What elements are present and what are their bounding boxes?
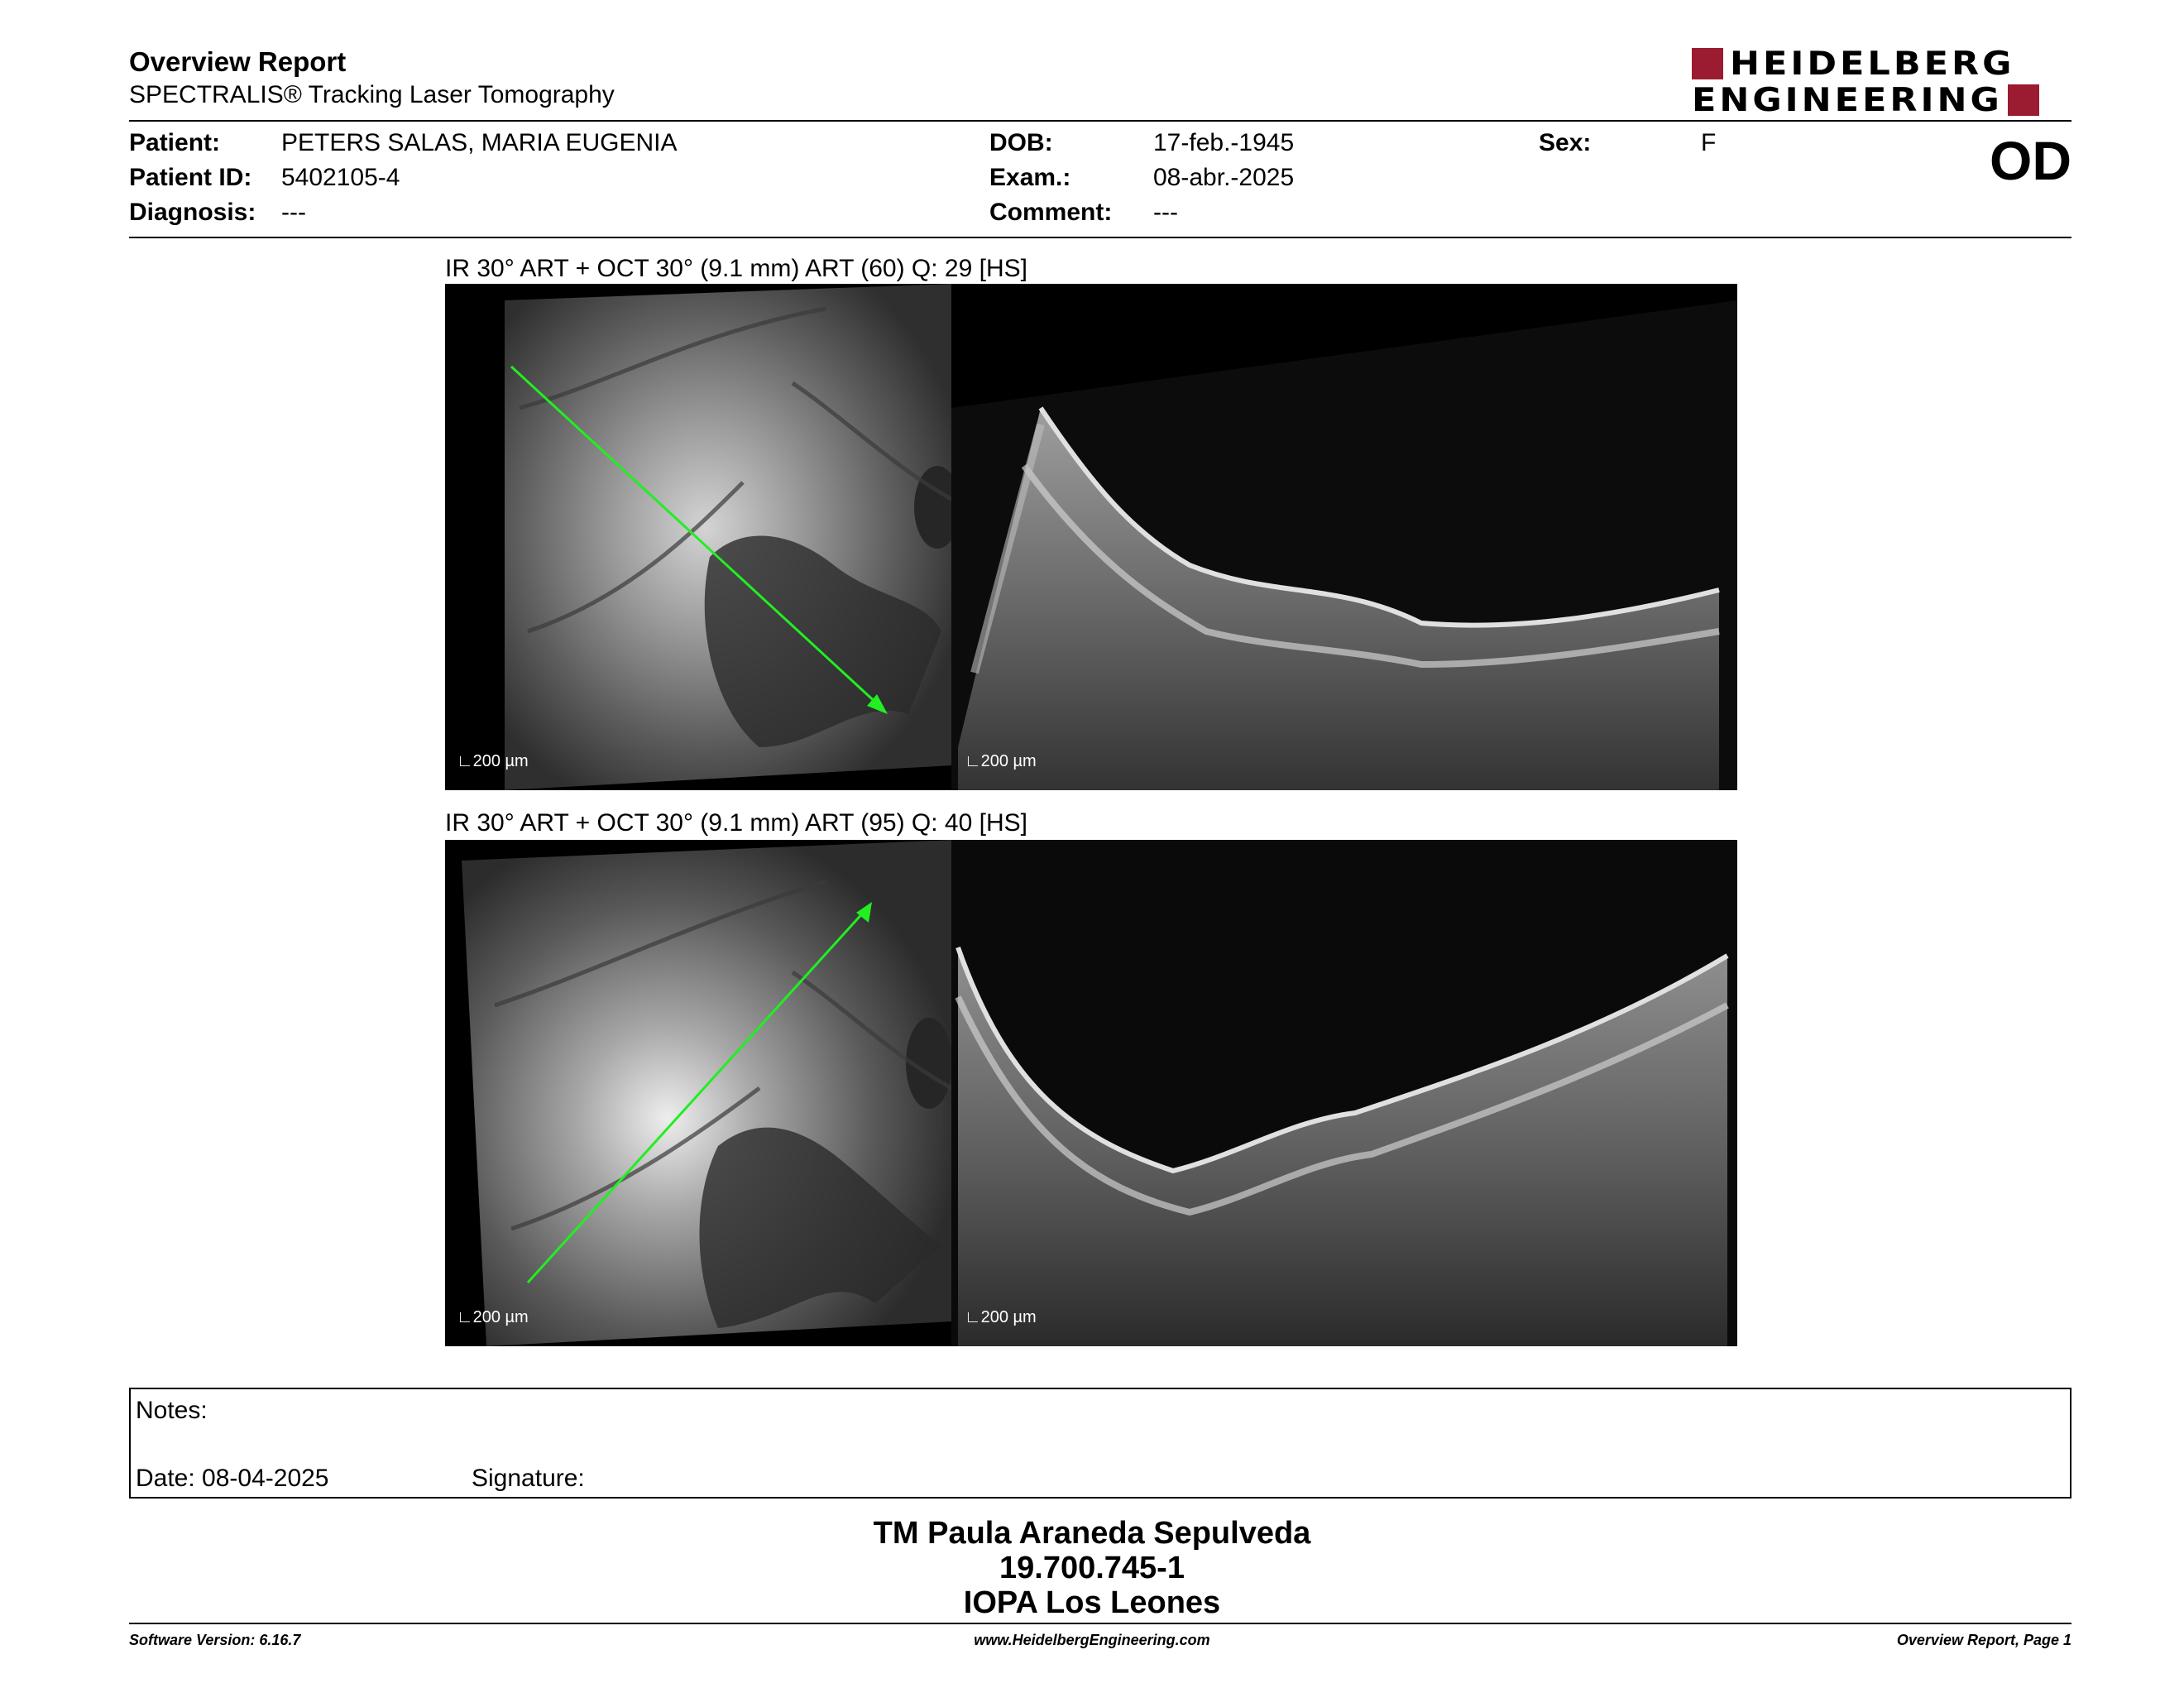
patient-name: PETERS SALAS, MARIA EUGENIA xyxy=(281,129,678,156)
scalebar-icon: ∟ xyxy=(457,752,473,770)
scalebar-icon: ∟ xyxy=(457,1308,473,1326)
logo-line-1: HEIDELBERG xyxy=(1730,45,2015,83)
scan-2-panel xyxy=(445,840,1737,1346)
dob-label: DOB: xyxy=(989,129,1053,156)
patient-label: Patient: xyxy=(129,129,221,156)
scan-1-ir-scalebar: ∟200 µm xyxy=(457,752,529,770)
signer-name: TM Paula Araneda Sepulveda xyxy=(873,1516,1311,1551)
dob-value: 17-feb.-1945 xyxy=(1153,129,1295,156)
comment-label: Comment: xyxy=(989,199,1113,226)
scan-2-oct-scalebar: ∟200 µm xyxy=(965,1308,1037,1326)
software-version: Software Version: 6.16.7 xyxy=(129,1632,301,1648)
report-subtitle: SPECTRALIS® Tracking Laser Tomography xyxy=(129,81,615,108)
signature-label: Signature: xyxy=(472,1465,585,1492)
scan-1-image xyxy=(445,284,1737,790)
scan-1-caption: IR 30° ART + OCT 30° (9.1 mm) ART (60) Q: 29 [HS] xyxy=(445,255,1027,282)
scalebar-icon: ∟ xyxy=(965,752,981,770)
sex-label: Sex: xyxy=(1539,129,1592,156)
scan-2-ir-image xyxy=(462,840,952,1346)
notes-date: Date: 08-04-2025 xyxy=(136,1465,329,1492)
scan-2-image xyxy=(445,840,1737,1346)
logo-square-left xyxy=(1692,48,1723,79)
scan-2-ir-scalebar: ∟200 µm xyxy=(457,1308,529,1326)
diagnosis-label: Diagnosis: xyxy=(129,199,256,226)
logo-square-right xyxy=(2008,84,2039,116)
notes-box xyxy=(129,1388,2071,1499)
signer-institution: IOPA Los Leones xyxy=(963,1585,1221,1620)
footer-divider xyxy=(129,1623,2071,1624)
diagnosis-value: --- xyxy=(281,199,306,226)
scan-1-oct-scalebar: ∟200 µm xyxy=(965,752,1037,770)
scan-2-oct-image xyxy=(951,840,1737,1346)
scan-1-panel xyxy=(445,284,1737,790)
patient-info-divider xyxy=(129,237,2071,238)
patient-id-label: Patient ID: xyxy=(129,164,252,191)
exam-value: 08-abr.-2025 xyxy=(1153,164,1295,191)
scalebar-icon: ∟ xyxy=(965,1308,981,1326)
website-link[interactable]: www.HeidelbergEngineering.com xyxy=(974,1632,1210,1648)
page-indicator: Overview Report, Page 1 xyxy=(1896,1632,2071,1648)
signer-id: 19.700.745-1 xyxy=(999,1551,1185,1585)
header-divider xyxy=(129,120,2071,122)
comment-value: --- xyxy=(1153,199,1178,226)
sex-value: F xyxy=(1701,129,1717,156)
logo-line-2: ENGINEERING xyxy=(1692,81,2003,119)
scan-1-ir-image xyxy=(505,284,960,790)
patient-id-value: 5402105-4 xyxy=(281,164,400,191)
report-title: Overview Report xyxy=(129,46,347,77)
notes-label: Notes: xyxy=(136,1397,208,1424)
eye-indicator: OD xyxy=(1990,130,2071,191)
scan-1-oct-image xyxy=(951,300,1737,790)
exam-label: Exam.: xyxy=(989,164,1071,191)
scan-2-caption: IR 30° ART + OCT 30° (9.1 mm) ART (95) Q: 40 [HS] xyxy=(445,809,1027,837)
